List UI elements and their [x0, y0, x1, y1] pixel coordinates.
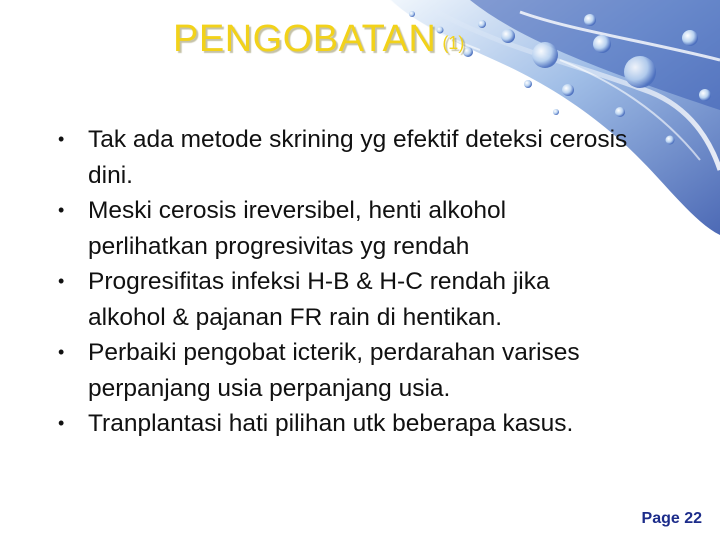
bullet-marker: • [58, 200, 65, 220]
bullet-text: Meski cerosis ireversibel, henti alkohol perlihatkan progresivitas yg rendah [88, 197, 507, 260]
bullet-item [58, 264, 628, 335]
bullet-marker: • [58, 342, 65, 362]
bullet-text: Tak ada metode skrining yg efektif deteksi cerosis dini. [88, 126, 628, 189]
bullet-text: Perbaiki pengobat icterik, perdarahan varises perpanjang usia perpanjang usia. [88, 339, 580, 402]
bullet-text: Progresifitas infeksi H-B & H-C rendah jika alkohol & pajanan FR rain di hentikan. [88, 268, 550, 331]
bullet-item [58, 335, 628, 406]
bullet-marker: • [58, 129, 65, 149]
bullet-list [58, 122, 628, 442]
bullet-item [58, 122, 628, 193]
bullet-marker: • [58, 413, 65, 433]
page-number: Page 22 [641, 510, 702, 527]
slide-title [173, 18, 464, 61]
slide-title-main: PENGOBATAN [173, 18, 437, 60]
slide-title-suffix: (1) [442, 33, 465, 53]
bullet-text: Tranplantasi hati pilihan utk beberapa kasus. [88, 410, 574, 437]
bullet-item [58, 406, 628, 442]
bullet-item [58, 193, 628, 264]
bullet-marker: • [58, 271, 65, 291]
